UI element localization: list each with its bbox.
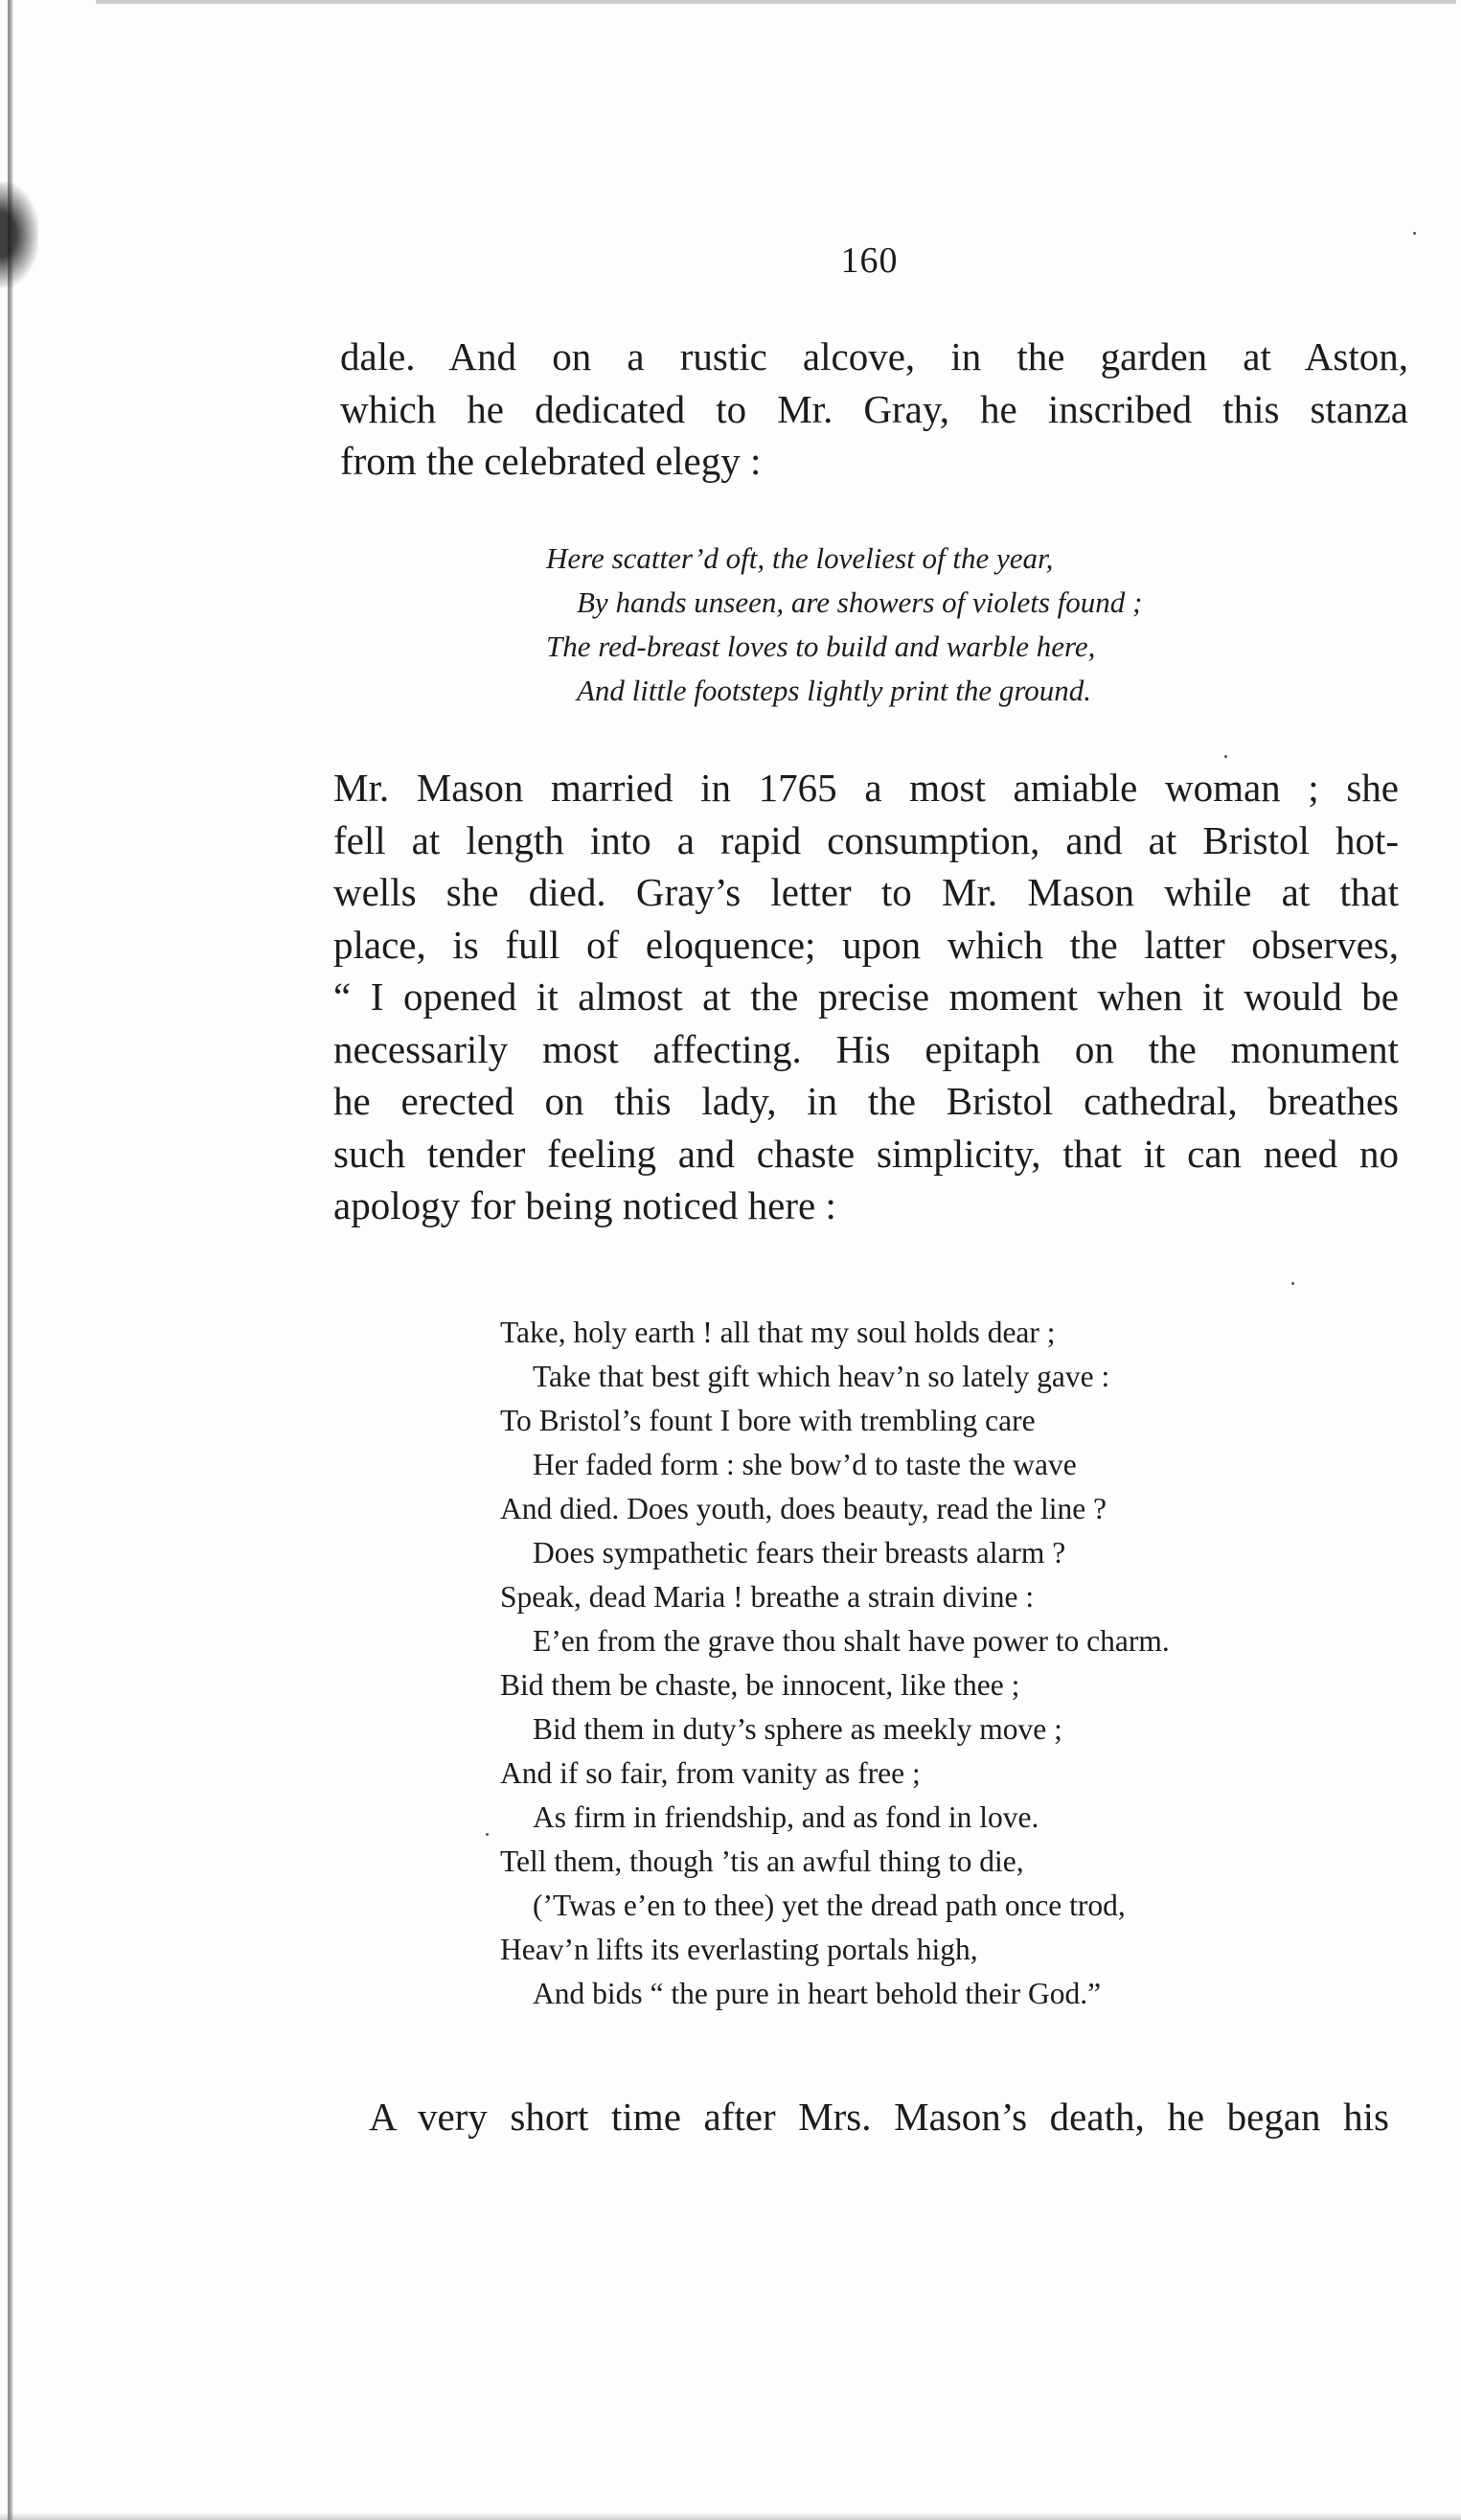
text-line: apology for being noticed here : — [333, 1183, 836, 1227]
verse-line: Bid them be chaste, be innocent, like thee ; — [500, 1668, 1020, 1702]
text-line: he erected on this lady, in the Bristol cathedral, breathes — [333, 1079, 1399, 1123]
page-left-edge — [8, 0, 13, 2520]
verse-line: By hands unseen, are showers of violets found ; — [577, 585, 1143, 619]
text-line: place, is full of eloquence; upon which the latter observes, — [333, 922, 1399, 967]
verse-line: E’en from the grave thou shalt have power to charm. — [533, 1624, 1170, 1658]
text-line: dale. And on a rustic alcove, in the garden at Aston, — [340, 334, 1408, 378]
text-line: Mr. Mason married in 1765 a most amiable woman ; she — [333, 766, 1399, 810]
ink-speck — [1413, 232, 1416, 235]
verse-line: Take that best gift which heav’n so lately gave : — [533, 1360, 1110, 1393]
page-top-edge — [96, 0, 1456, 4]
page-number-row — [0, 240, 1461, 282]
verse-line: Here scatter’d oft, the loveliest of the year, — [546, 541, 1054, 575]
page-number: 160 — [840, 241, 899, 281]
verse-line: (’Twas e’en to thee) yet the dread path once trod, — [533, 1889, 1126, 1922]
text-line: wells she died. Gray’s letter to Mr. Mason while at that — [333, 870, 1399, 914]
verse-line: Tell them, though ’tis an awful thing to die, — [500, 1844, 1024, 1878]
text-line: which he dedicated to Mr. Gray, he inscribed this stanza — [340, 386, 1408, 431]
verse-line: And died. Does youth, does beauty, read the line ? — [500, 1492, 1107, 1525]
verse-line: To Bristol’s fount I bore with trembling care — [500, 1404, 1036, 1437]
ink-speck — [1224, 755, 1227, 758]
verse-line: And bids “ the pure in heart behold their God.” — [533, 1977, 1102, 2010]
text-line: A very short time after Mrs. Mason’s death, he began his — [369, 2095, 1389, 2139]
verse-line: Does sympathetic fears their breasts alarm ? — [533, 1536, 1066, 1569]
paragraph-marriage — [333, 762, 1399, 1232]
text-line: necessarily most affecting. His epitaph on the monument — [333, 1026, 1399, 1071]
verse-line: Heav’n lifts its everlasting portals high, — [500, 1933, 978, 1966]
elegy-stanza — [546, 537, 1236, 713]
verse-line: The red-breast loves to build and warble here, — [546, 630, 1096, 663]
verse-line: Speak, dead Maria ! breathe a strain divine : — [500, 1580, 1035, 1614]
ink-speck — [1291, 1282, 1294, 1285]
verse-line: As firm in friendship, and as fond in love. — [533, 1800, 1039, 1834]
verse-line: And if so fair, from vanity as free ; — [500, 1756, 921, 1790]
verse-line: Bid them in duty’s sphere as meekly move ; — [533, 1712, 1062, 1746]
text-line: “ I opened it almost at the precise moment when it would be — [333, 974, 1399, 1019]
text-line: fell at length into a rapid consumption, and at Bristol hot- — [333, 817, 1399, 862]
text-line: from the celebrated elegy : — [340, 439, 762, 483]
paragraph-intro — [340, 331, 1408, 488]
paragraph-closing — [369, 2091, 1389, 2143]
ink-speck — [486, 1833, 489, 1836]
verse-line: Her faded form : she bow’d to taste the wave — [533, 1448, 1077, 1481]
verse-line: Take, holy earth ! all that my soul holds dear ; — [500, 1316, 1056, 1349]
epitaph-poem — [500, 1311, 1286, 2016]
verse-line: And little footsteps lightly print the ground. — [577, 674, 1092, 707]
text-line: such tender feeling and chaste simplicity, that it can need no — [333, 1131, 1399, 1176]
page-bottom-edge — [0, 2512, 1461, 2520]
